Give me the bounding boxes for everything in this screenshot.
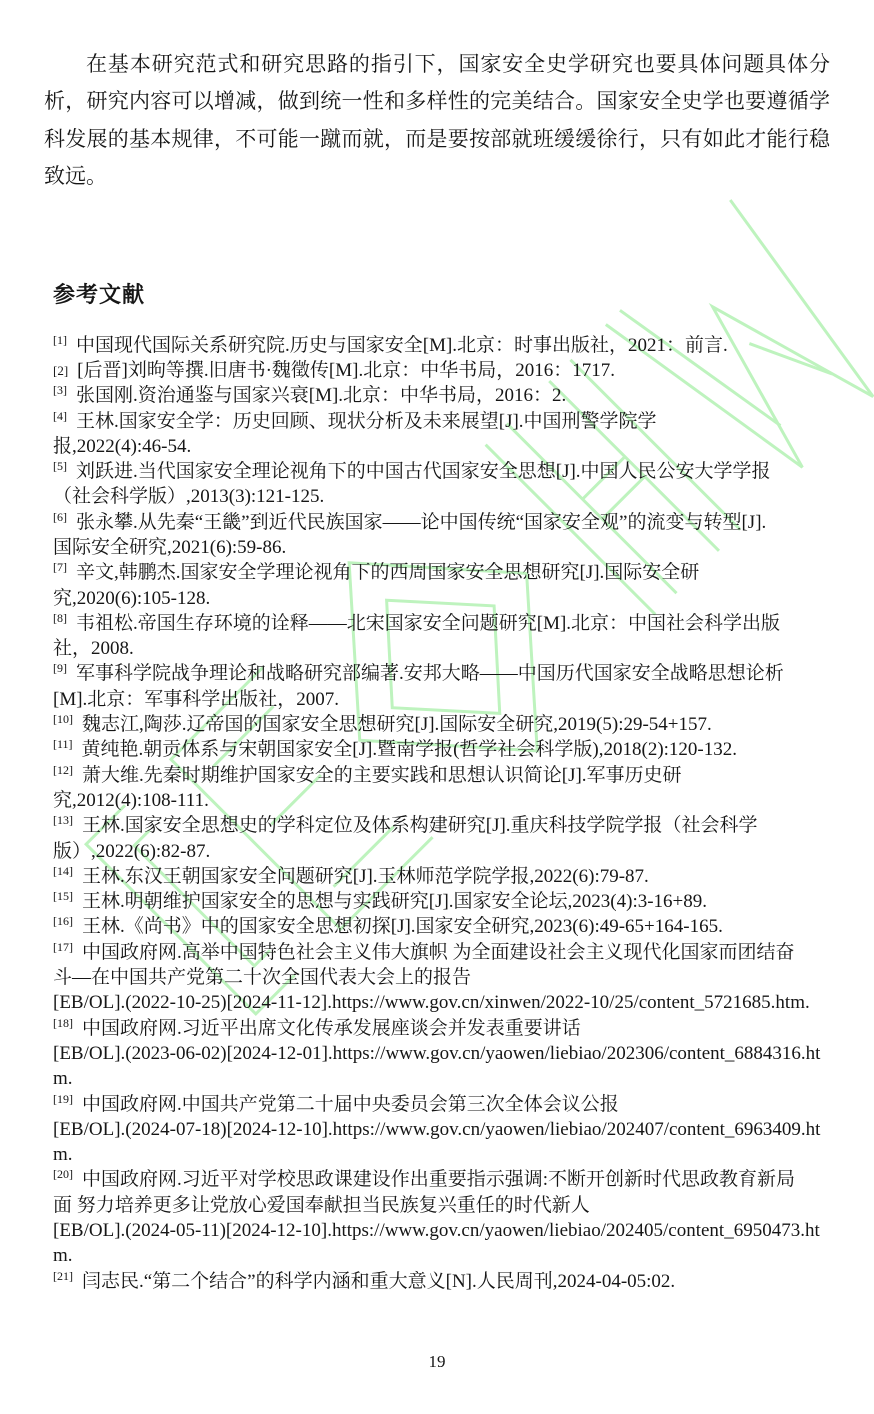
reference-item <box>53 333 830 358</box>
reference-text: [EB/OL].(2024-07-18)[2024-12-10].https://www.gov.cn/yaowen/liebiao/202407/content_6963409.htm. <box>53 1118 821 1166</box>
reference-line: [6] 张永攀.从先秦“王畿”到近代民族国家——论中国传统“国家安全观”的流变与转型[J]. <box>53 509 767 533</box>
reference-line: [8] 韦祖松.帝国生存环境的诠释——北宋国家安全问题研究[M].北京：中国社会科学出版 <box>53 610 781 634</box>
reference-line: [4] 王林.国家安全学：历史回顾、现状分析及未来展望[J].中国刑警学院学 <box>53 408 657 432</box>
reference-item <box>53 712 830 737</box>
reference-text: [EB/OL].(2023-06-02)[2024-12-01].https://www.gov.cn/yaowen/liebiao/202306/content_6884316.htm. <box>53 1042 821 1090</box>
reference-line <box>53 1117 830 1168</box>
reference-item <box>53 889 830 914</box>
references-heading: 参考文献 <box>53 281 146 307</box>
reference-line <box>53 1193 830 1218</box>
reference-line: [16] 王林.《尚书》中的国家安全思想初探[J].国家安全研究,2023(6):49-65+164-165. <box>53 914 723 938</box>
reference-line <box>53 990 830 1015</box>
reference-item <box>53 1269 830 1294</box>
reference-line: [9] 军事科学院战争理论和战略研究部编著.安邦大略——中国历代国家安全战略思想论析 <box>53 661 784 685</box>
reference-line: [19] 中国政府网.中国共产党第二十届中央委员会第三次全体会议公报 <box>53 1091 619 1115</box>
reference-line: [1] 中国现代国际关系研究院.历史与国家安全[M].北京：时事出版社，2021：前言. <box>53 332 728 356</box>
reference-item <box>53 914 830 939</box>
reference-line <box>53 434 830 459</box>
reference-text: 辛文,韩鹏杰.国家安全学理论视角下的西周国家安全思想研究[J].国际安全研 <box>76 562 700 584</box>
reference-item <box>53 737 830 762</box>
reference-text: 韦祖松.帝国生存环境的诠释——北宋国家安全问题研究[M].北京：中国社会科学出版 <box>76 612 781 634</box>
reference-item <box>53 864 830 889</box>
reference-line <box>53 484 830 509</box>
reference-text: [M].北京：军事科学出版社，2007. <box>53 688 340 710</box>
reference-text: 王林.《尚书》中的国家安全思想初探[J].国家安全研究,2023(6):49-65+164-165. <box>82 916 723 938</box>
reference-text: 斗—在中国共产党第二十次全国代表大会上的报告 <box>53 967 472 989</box>
reference-line: [21] 闫志民.“第二个结合”的科学内涵和重大意义[N].人民周刊,2024-04-05:02. <box>53 1268 676 1292</box>
reference-line: [17] 中国政府网.高举中国特色社会主义伟大旗帜 为全面建设社会主义现代化国家而团结奋 <box>53 939 795 963</box>
reference-text: 张永攀.从先秦“王畿”到近代民族国家——论中国传统“国家安全观”的流变与转型[J]. <box>76 511 767 533</box>
reference-item <box>53 1016 830 1092</box>
reference-item <box>53 763 830 814</box>
reference-text: 中国现代国际关系研究院.历史与国家安全[M].北京：时事出版社，2021：前言. <box>76 334 728 356</box>
reference-item <box>53 1167 830 1268</box>
reference-item <box>53 459 830 510</box>
reference-text: 张国刚.资治通鉴与国家兴衰[M].北京：中华书局，2016：2. <box>76 385 567 407</box>
reference-text: 王林.国家安全学：历史回顾、现状分析及未来展望[J].中国刑警学院学 <box>76 410 657 432</box>
reference-item <box>53 358 830 383</box>
reference-line: [15] 王林.明朝维护国家安全的思想与实践研究[J].国家安全论坛,2023(4):3-16+89. <box>53 889 708 913</box>
page-content <box>44 46 830 1294</box>
reference-line: [11] 黄纯艳.朝贡体系与宋朝国家安全[J].暨南学报(哲学社会科学版),2018(2):120-132. <box>53 737 738 761</box>
reference-item <box>53 813 830 864</box>
reference-item <box>53 409 830 460</box>
reference-line: [2] [后晋]刘昫等撰.旧唐书·魏徵传[M].北京：中华书局，2016：1717. <box>53 359 615 381</box>
reference-item <box>53 383 830 408</box>
reference-line: [7] 辛文,韩鹏杰.国家安全学理论视角下的西周国家安全思想研究[J].国际安全研 <box>53 560 700 584</box>
reference-text: 魏志江,陶莎.辽帝国的国家安全思想研究[J].国际安全研究,2019(5):29-54+157. <box>82 714 712 736</box>
reference-text: 报,2022(4):46-54. <box>53 435 192 457</box>
reference-text: 黄纯艳.朝贡体系与宋朝国家安全[J].暨南学报(哲学社会科学版),2018(2):120-132. <box>81 739 738 761</box>
reference-text: 国际安全研究,2021(6):59-86. <box>53 537 287 558</box>
reference-text: 中国政府网.高举中国特色社会主义伟大旗帜 为全面建设社会主义现代化国家而团结奋 <box>82 941 795 963</box>
reference-text: 中国政府网.习近平出席文化传承发展座谈会并发表重要讲话 <box>82 1017 581 1039</box>
reference-line <box>53 788 830 813</box>
reference-text: 社，2008. <box>53 638 134 660</box>
reference-line <box>53 636 830 661</box>
reference-text: 王林.东汉王朝国家安全问题研究[J].玉林师范学院学报,2022(6):79-87. <box>82 865 649 887</box>
reference-line: [10] 魏志江,陶莎.辽帝国的国家安全思想研究[J].国际安全研究,2019(5):29-54+157. <box>53 712 712 736</box>
reference-line: [13] 王林.国家安全思想史的学科定位及体系构建研究[J].重庆科技学院学报（社会科学 <box>53 813 758 837</box>
reference-line <box>53 535 830 560</box>
reference-line <box>53 965 830 990</box>
reference-text: 闫志民.“第二个结合”的科学内涵和重大意义[N].人民周刊,2024-04-05:02. <box>82 1270 676 1292</box>
reference-text: 刘跃进.当代国家安全理论视角下的中国古代国家安全思想[J].中国人民公安大学学报 <box>76 461 771 483</box>
reference-text: （社会科学版）,2013(3):121-125. <box>53 486 325 508</box>
reference-line: [3] 张国刚.资治通鉴与国家兴衰[M].北京：中华书局，2016：2. <box>53 383 567 407</box>
reference-item <box>53 611 830 662</box>
body-paragraph: 在基本研究范式和研究思路的指引下，国家安全史学研究也要具体问题具体分析，研究内容可以增减，做到统一性和多样性的完美结合。国家安全史学也要遵循学科发展的基本规律，不可能一蹴而就，而是要按部就班缓缓徐行，只有如此才能行稳致远。 <box>44 52 830 189</box>
reference-text: [EB/OL].(2024-05-11)[2024-12-10].https://www.gov.cn/yaowen/liebiao/202405/content_6950473.htm. <box>53 1220 820 1267</box>
reference-item <box>53 940 830 1016</box>
reference-item <box>53 510 830 561</box>
reference-item <box>53 661 830 712</box>
reference-line: [5] 刘跃进.当代国家安全理论视角下的中国古代国家安全思想[J].中国人民公安大学学报 <box>53 459 771 483</box>
reference-text: [EB/OL].(2022-10-25)[2024-11-12].https://www.gov.cn/xinwen/2022-10/25/content_5721685.htm. <box>53 992 810 1014</box>
reference-text: 萧大维.先秦时期维护国家安全的主要实践和思想认识简论[J].军事历史研 <box>82 764 682 786</box>
reference-text: 中国政府网.习近平对学校思政课建设作出重要指示强调:不断开创新时代思政教育新局 <box>82 1169 796 1191</box>
references-list <box>53 333 830 1294</box>
reference-text: 军事科学院战争理论和战略研究部编著.安邦大略——中国历代国家安全战略思想论析 <box>76 663 784 685</box>
reference-text: 究,2012(4):108-111. <box>53 789 209 811</box>
reference-text: 版）,2022(6):82-87. <box>53 840 211 862</box>
reference-item <box>53 1092 830 1168</box>
reference-line: [20] 中国政府网.习近平对学校思政课建设作出重要指示强调:不断开创新时代思政教育新局 <box>53 1167 796 1191</box>
reference-line: [14] 王林.东汉王朝国家安全问题研究[J].玉林师范学院学报,2022(6):79-87. <box>53 863 649 887</box>
reference-line <box>53 1218 830 1269</box>
reference-line: [18] 中国政府网.习近平出席文化传承发展座谈会并发表重要讲话 <box>53 1015 581 1039</box>
page-number: 19 <box>428 1352 446 1371</box>
reference-line <box>53 1041 830 1092</box>
reference-line <box>53 586 830 611</box>
reference-item <box>53 560 830 611</box>
reference-text: 中国政府网.中国共产党第二十届中央委员会第三次全体会议公报 <box>82 1093 619 1115</box>
reference-text: 王林.国家安全思想史的学科定位及体系构建研究[J].重庆科技学院学报（社会科学 <box>82 815 758 837</box>
reference-line <box>53 687 830 712</box>
reference-line <box>53 839 830 864</box>
reference-line: [12] 萧大维.先秦时期维护国家安全的主要实践和思想认识简论[J].军事历史研 <box>53 762 682 786</box>
reference-text: 究,2020(6):105-128. <box>53 587 211 609</box>
reference-text: 面 努力培养更多让党放心爱国奉献担当民族复兴重任的时代新人 <box>53 1194 590 1216</box>
reference-text: [后晋]刘昫等撰.旧唐书·魏徵传[M].北京：中华书局，2016：1717. <box>77 359 615 381</box>
reference-text: 王林.明朝维护国家安全的思想与实践研究[J].国家安全论坛,2023(4):3-16+89. <box>82 891 708 913</box>
